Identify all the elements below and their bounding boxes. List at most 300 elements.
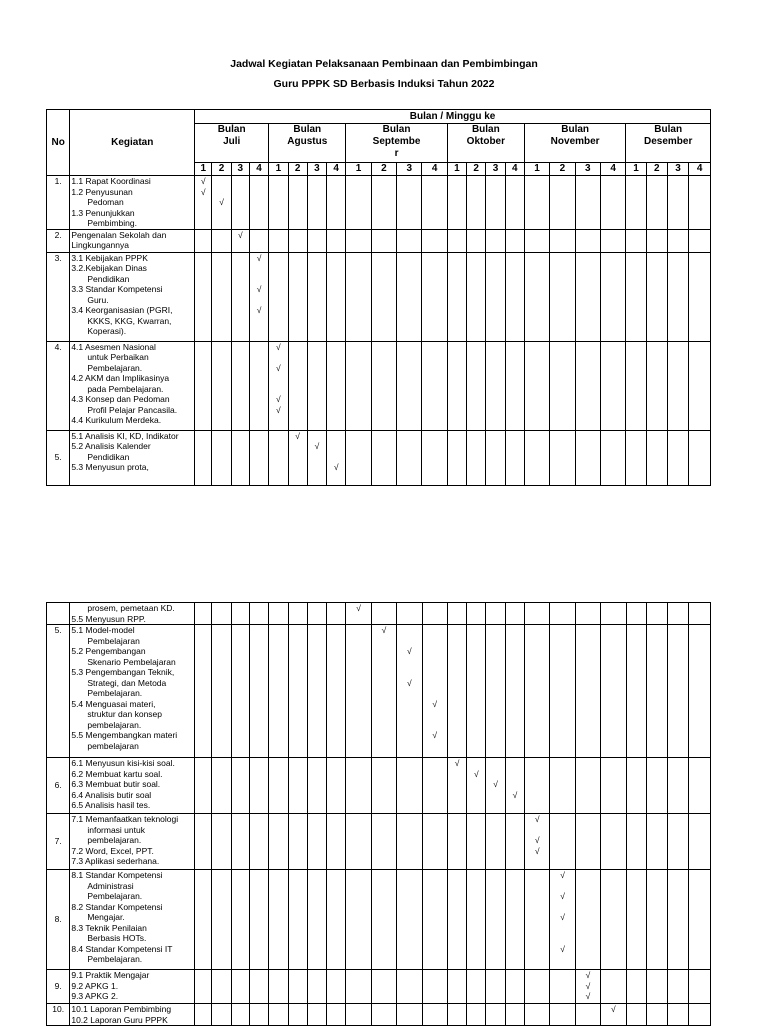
- week-cell: [231, 758, 249, 814]
- spacer: [269, 352, 287, 363]
- week-cell: [575, 430, 600, 485]
- spacer: [397, 657, 421, 668]
- week-cell: [250, 758, 269, 814]
- activity-line: Pembimbing.: [87, 218, 137, 228]
- week-cell: [346, 341, 371, 430]
- week-cell: [212, 814, 231, 870]
- week-cell: [447, 625, 466, 758]
- week-cell: [550, 176, 575, 230]
- week-cell: [550, 970, 575, 1004]
- activity-line: Profil Pelajar Pancasila.: [87, 404, 178, 415]
- check-mark: √: [237, 229, 243, 240]
- week-cell: [601, 814, 626, 870]
- week-cell: [195, 870, 212, 970]
- week-cell: [575, 229, 600, 252]
- activity-line: 7.3 Aplikasi sederhana.: [71, 856, 160, 866]
- week-cell: [447, 1004, 466, 1026]
- week-cell: [550, 758, 575, 814]
- week-cell: [249, 341, 268, 430]
- activity-line: KKKS, KKG, Kwarran,: [87, 315, 172, 326]
- week-cell: [250, 1004, 269, 1026]
- spacer: [550, 923, 574, 934]
- activity-row: [47, 758, 711, 814]
- spacer: [327, 431, 345, 442]
- week-cell: [327, 758, 346, 814]
- week-cell: [269, 229, 288, 252]
- week-cell: [575, 758, 600, 814]
- month-header-1: [269, 124, 346, 163]
- activity-number: 10.: [47, 1004, 70, 1026]
- week-cell: [550, 1004, 575, 1026]
- week-cell: [195, 814, 212, 870]
- week-cell: [422, 970, 447, 1004]
- week-cell: [505, 252, 524, 341]
- spacer: [550, 933, 574, 944]
- week-cell: [231, 603, 249, 625]
- week-cell: [486, 970, 505, 1004]
- activity-row: [47, 252, 711, 341]
- week-cell: [525, 870, 550, 970]
- activity-line: 9.1 Praktik Mengajar: [71, 970, 150, 980]
- week-cell: [467, 430, 486, 485]
- activity-row: [47, 229, 711, 252]
- week-cell: [689, 341, 711, 430]
- month-label: Agustus: [287, 136, 328, 147]
- week-cell: [646, 758, 667, 814]
- week-cell: [397, 1004, 422, 1026]
- week-cell: [575, 176, 600, 230]
- week-cell: [231, 1004, 249, 1026]
- month-label: Septembe: [372, 136, 421, 147]
- activity-number: 7.: [47, 814, 70, 870]
- week-cell: [307, 603, 326, 625]
- activity-line: 4.1 Asesmen Nasional: [71, 341, 156, 352]
- week-number: 3: [486, 163, 505, 176]
- week-cell: [269, 1004, 288, 1026]
- week-cell: [371, 252, 396, 341]
- week-cell: [422, 814, 447, 870]
- activity-line: 7.1 Memanfaatkan teknologi: [71, 814, 179, 824]
- column-header-no: No: [47, 110, 70, 176]
- week-cell: [371, 176, 396, 230]
- week-cell: [525, 970, 550, 1004]
- week-cell: [646, 229, 667, 252]
- week-cell: [397, 341, 422, 430]
- week-cell: [422, 870, 447, 970]
- activity-line: 5.3 Pengembangan Teknik,: [71, 667, 175, 677]
- check-mark: √: [256, 252, 262, 263]
- activity-line: 6.1 Menyusun kisi-kisi soal.: [71, 758, 175, 768]
- month-label: Desember: [643, 136, 693, 147]
- week-cell: [269, 870, 288, 970]
- week-cell: [269, 252, 288, 341]
- activity-row: [47, 970, 711, 1004]
- activity-line: Pendidikan: [87, 273, 130, 284]
- week-cell: [250, 870, 269, 970]
- week-cell: [288, 814, 307, 870]
- week-cell: [212, 229, 231, 252]
- week-cell: [397, 229, 422, 252]
- week-cell: [212, 341, 231, 430]
- week-cell: [195, 603, 212, 625]
- week-cell: [327, 814, 346, 870]
- week-cell: [346, 758, 371, 814]
- week-cell: [397, 970, 422, 1004]
- document-title-line-1: Jadwal Kegiatan Pelaksanaan Pembinaan dan Pembimbingan: [230, 58, 538, 70]
- week-cell: [626, 229, 646, 252]
- activity-line: Pengenalan Sekolah dan: [71, 229, 167, 240]
- week-number: 2: [467, 163, 486, 176]
- week-cell: [346, 814, 371, 870]
- week-cell: [249, 430, 268, 485]
- week-number: 4: [600, 163, 625, 176]
- spacer: [423, 720, 447, 731]
- column-header-kegiatan: Kegiatan: [70, 110, 195, 176]
- week-cell: [212, 625, 231, 758]
- week-cell: [646, 341, 667, 430]
- week-cell: [212, 1004, 231, 1026]
- spacer: [423, 625, 447, 636]
- week-cell: [397, 603, 422, 625]
- month-label: Bulan: [471, 124, 500, 135]
- activity-line: 10.1 Laporan Pembimbing: [71, 1004, 172, 1014]
- week-cell: [668, 870, 689, 970]
- activity-line: informasi untuk: [87, 824, 145, 835]
- activity-line: 4.3 Konsep dan Pedoman: [71, 394, 170, 404]
- check-mark: √: [560, 891, 565, 901]
- week-cell: [505, 603, 524, 625]
- activity-line: Strategi, dan Metoda: [87, 677, 167, 688]
- week-cell: [195, 176, 212, 230]
- check-mark: √: [276, 341, 281, 352]
- week-cell: [371, 758, 396, 814]
- schedule-table-part-2: [46, 602, 711, 1026]
- week-cell: [327, 341, 346, 430]
- check-mark: √: [611, 1004, 616, 1014]
- spacer: [506, 769, 524, 780]
- check-mark: √: [454, 758, 460, 768]
- check-mark: √: [219, 197, 224, 207]
- activity-row: [47, 814, 711, 870]
- week-cell: [422, 758, 447, 814]
- month-label: Bulan: [293, 124, 322, 135]
- week-cell: [467, 176, 486, 230]
- week-cell: [626, 1004, 646, 1026]
- week-cell: [249, 229, 268, 252]
- document-title-line-2: Guru PPPK SD Berbasis Induksi Tahun 2022: [273, 78, 495, 90]
- spacer: [397, 625, 421, 636]
- week-cell: [505, 430, 524, 485]
- week-cell: [288, 970, 307, 1004]
- activity-line: Koperasi).: [87, 326, 127, 336]
- week-cell: [575, 970, 600, 1004]
- week-number: 3: [307, 163, 326, 176]
- check-mark: √: [432, 730, 438, 740]
- check-mark: √: [295, 430, 300, 441]
- activity-line: Mengajar.: [87, 912, 125, 922]
- week-cell: [397, 814, 422, 870]
- week-number: 1: [626, 163, 646, 176]
- activity-description: [70, 870, 195, 970]
- week-cell: [371, 603, 396, 625]
- week-cell: [231, 430, 249, 485]
- activity-number: 6.: [47, 758, 70, 814]
- spacer: [250, 274, 268, 285]
- week-cell: [626, 603, 646, 625]
- spacer: [550, 902, 574, 913]
- spacer: [423, 678, 447, 689]
- week-cell: [601, 970, 626, 1004]
- activity-row: [47, 625, 711, 758]
- week-cell: [575, 870, 600, 970]
- activity-line: 9.2 APKG 1.: [71, 980, 119, 991]
- check-mark: √: [276, 394, 281, 404]
- week-cell: [346, 176, 371, 230]
- check-mark: √: [256, 284, 262, 294]
- week-cell: [288, 758, 307, 814]
- week-number: 3: [231, 163, 249, 176]
- activity-line: 8.4 Standar Kompetensi IT: [71, 943, 173, 954]
- check-mark: √: [356, 603, 361, 613]
- week-cell: [422, 252, 447, 341]
- week-number: 1: [447, 163, 466, 176]
- week-cell: [447, 814, 466, 870]
- check-mark: √: [333, 462, 339, 472]
- week-cell: [486, 252, 505, 341]
- spacer: [423, 667, 447, 678]
- week-cell: [667, 430, 688, 485]
- spacer: [525, 825, 549, 836]
- week-cell: [626, 341, 646, 430]
- week-cell: [249, 176, 268, 230]
- week-cell: [668, 603, 689, 625]
- week-cell: [397, 252, 422, 341]
- week-cell: [371, 229, 396, 252]
- spacer: [467, 758, 485, 769]
- week-cell: [212, 176, 231, 230]
- column-header-bulan-minggu: Bulan / Minggu ke: [195, 110, 711, 124]
- week-cell: [447, 341, 466, 430]
- spacer: [327, 441, 345, 452]
- week-cell: [288, 625, 307, 758]
- week-cell: [486, 870, 505, 970]
- week-cell: [371, 970, 396, 1004]
- week-cell: [505, 814, 524, 870]
- week-cell: [269, 814, 288, 870]
- week-cell: [689, 252, 711, 341]
- week-cell: [689, 814, 711, 870]
- activity-row: [47, 1004, 711, 1026]
- activity-line: 5.1 Analisis KI, KD, Indikator: [71, 430, 179, 441]
- week-cell: [601, 603, 626, 625]
- check-mark: √: [407, 677, 412, 688]
- activity-line: 8.3 Teknik Penilaian: [71, 922, 147, 933]
- activity-line: Administrasi: [87, 880, 134, 891]
- week-cell: [667, 341, 688, 430]
- week-cell: [486, 341, 505, 430]
- spacer: [550, 881, 574, 892]
- activity-line: 10.2 Laporan Guru PPPK: [71, 1014, 168, 1025]
- week-cell: [575, 603, 600, 625]
- week-cell: [626, 814, 646, 870]
- spacer: [423, 636, 447, 647]
- month-label: r: [394, 148, 399, 159]
- week-cell: [646, 625, 667, 758]
- week-cell: [467, 870, 486, 970]
- activity-line: pada Pembelajaran.: [87, 383, 164, 394]
- week-cell: [486, 430, 505, 485]
- spacer: [269, 373, 287, 384]
- spacer: [327, 452, 345, 463]
- activity-line: 1.2 Penyusunan: [71, 186, 133, 197]
- week-cell: [447, 430, 466, 485]
- week-cell: [249, 252, 268, 341]
- week-cell: [467, 625, 486, 758]
- week-cell: [600, 430, 625, 485]
- week-cell: [307, 176, 326, 230]
- week-cell: [626, 430, 646, 485]
- activity-line: Berbasis HOTs.: [87, 933, 147, 943]
- week-cell: [397, 758, 422, 814]
- week-cell: [327, 252, 346, 341]
- activity-line: Pembelajaran.: [87, 362, 143, 373]
- week-cell: [467, 758, 486, 814]
- activity-row: [47, 603, 711, 625]
- spacer: [308, 431, 326, 442]
- activity-line: 7.2 Word, Excel, PPT.: [71, 845, 154, 856]
- activity-line: Lingkungannya: [71, 240, 129, 250]
- week-cell: [467, 1004, 486, 1026]
- week-number: 3: [667, 163, 688, 176]
- spacer: [269, 384, 287, 395]
- week-cell: [626, 625, 646, 758]
- week-number: 3: [397, 163, 422, 176]
- spacer: [397, 636, 421, 647]
- week-cell: [668, 1004, 689, 1026]
- week-cell: [195, 229, 212, 252]
- week-cell: [397, 176, 422, 230]
- week-cell: [195, 758, 212, 814]
- week-cell: [269, 625, 288, 758]
- check-mark: √: [276, 362, 281, 373]
- week-cell: [505, 870, 524, 970]
- activity-number: 8.: [47, 870, 70, 970]
- week-cell: [288, 1004, 307, 1026]
- spacer: [486, 769, 504, 780]
- week-cell: [212, 758, 231, 814]
- week-cell: [371, 814, 396, 870]
- activity-description: [70, 341, 195, 430]
- week-cell: [524, 176, 549, 230]
- week-cell: [667, 229, 688, 252]
- week-cell: [447, 252, 466, 341]
- week-cell: [550, 430, 575, 485]
- week-cell: [195, 252, 212, 341]
- week-cell: [288, 252, 307, 341]
- activity-line: 6.5 Analisis hasil tes.: [71, 800, 151, 810]
- week-cell: [505, 1004, 524, 1026]
- activity-description: [70, 603, 195, 625]
- week-cell: [250, 625, 269, 758]
- week-cell: [689, 970, 711, 1004]
- activity-line: 9.3 APKG 2.: [71, 991, 119, 1001]
- week-cell: [550, 229, 575, 252]
- week-cell: [422, 1004, 447, 1026]
- week-cell: [467, 229, 486, 252]
- week-cell: [467, 341, 486, 430]
- check-mark: √: [560, 912, 565, 922]
- week-cell: [600, 252, 625, 341]
- week-cell: [447, 758, 466, 814]
- week-cell: [575, 814, 600, 870]
- activity-line: 5.2 Analisis Kalender: [71, 441, 151, 451]
- week-cell: [505, 758, 524, 814]
- week-cell: [422, 176, 447, 230]
- week-cell: [288, 176, 307, 230]
- week-cell: [327, 603, 346, 625]
- activity-number: 5.: [47, 625, 70, 758]
- week-cell: [689, 870, 711, 970]
- week-cell: [550, 603, 575, 625]
- activity-description: [70, 1004, 195, 1026]
- week-cell: [689, 430, 711, 485]
- week-cell: [525, 603, 550, 625]
- activity-number: 2.: [47, 229, 70, 252]
- week-cell: [505, 229, 524, 252]
- activity-number: 3.: [47, 252, 70, 341]
- activity-line: 4.4 Kurikulum Merdeka.: [71, 415, 162, 425]
- activity-line: Pembelajaran.: [87, 954, 143, 964]
- week-cell: [646, 603, 667, 625]
- week-cell: [231, 625, 249, 758]
- week-cell: [371, 341, 396, 430]
- week-cell: [689, 176, 711, 230]
- week-cell: [307, 252, 326, 341]
- week-cell: [269, 603, 288, 625]
- week-cell: [195, 430, 212, 485]
- week-number: 4: [422, 163, 447, 176]
- week-cell: [269, 430, 288, 485]
- week-cell: [626, 758, 646, 814]
- week-number: 2: [288, 163, 307, 176]
- month-label: Bulan: [654, 124, 683, 135]
- week-cell: [371, 625, 396, 758]
- week-cell: [327, 625, 346, 758]
- activity-row: [47, 341, 711, 430]
- activity-line: 1.3 Penunjukkan: [71, 207, 135, 218]
- activity-number: 9.: [47, 970, 70, 1004]
- month-label: Bulan: [217, 124, 246, 135]
- week-cell: [525, 758, 550, 814]
- check-mark: √: [474, 768, 479, 779]
- week-cell: [550, 625, 575, 758]
- check-mark: √: [407, 646, 412, 656]
- schedule-table-part-1: [46, 109, 711, 486]
- week-cell: [525, 814, 550, 870]
- week-number: 4: [327, 163, 346, 176]
- week-cell: [212, 252, 231, 341]
- week-cell: [288, 870, 307, 970]
- week-number: 2: [646, 163, 667, 176]
- activity-row: [47, 176, 711, 230]
- week-cell: [575, 1004, 600, 1026]
- week-cell: [601, 1004, 626, 1026]
- check-mark: √: [256, 305, 262, 315]
- month-header-2: [346, 124, 447, 163]
- activity-description: [70, 758, 195, 814]
- week-cell: [346, 430, 371, 485]
- week-cell: [550, 252, 575, 341]
